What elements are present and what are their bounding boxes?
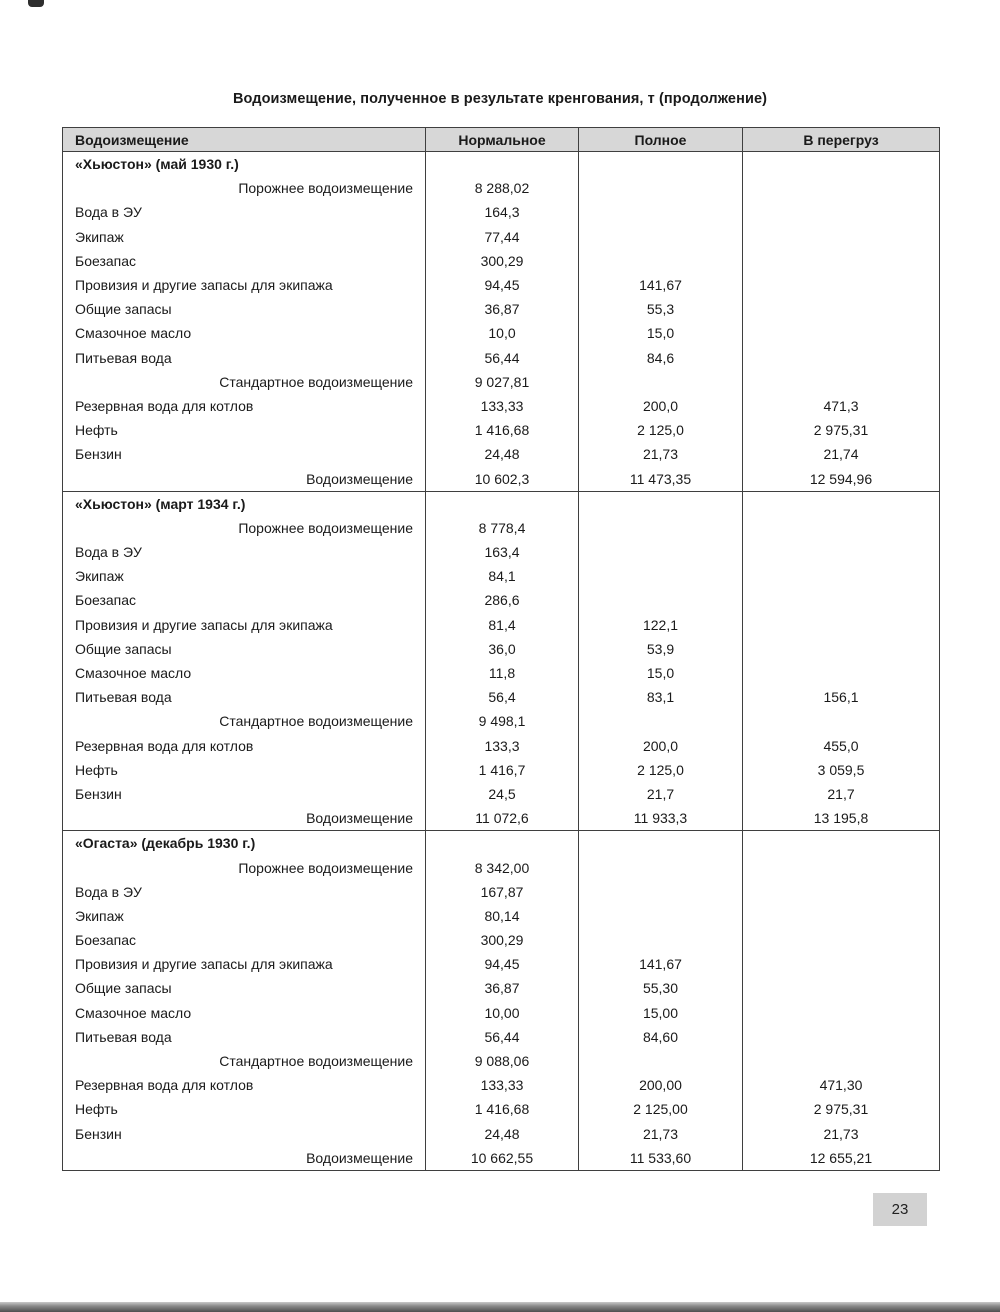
value-overload xyxy=(743,904,940,928)
row-label: Экипаж xyxy=(63,904,426,928)
table-body xyxy=(63,152,940,1171)
value-full: 11 473,35 xyxy=(579,466,743,491)
value-normal: 133,33 xyxy=(426,1073,579,1097)
value-full: 84,6 xyxy=(579,346,743,370)
value-full: 21,73 xyxy=(579,442,743,466)
table-row xyxy=(63,806,940,831)
table-row xyxy=(63,1049,940,1073)
value-normal: 9 088,06 xyxy=(426,1049,579,1073)
header-full: Полное xyxy=(579,128,743,152)
value-normal: 10 602,3 xyxy=(426,466,579,491)
table-row xyxy=(63,466,940,491)
table-row xyxy=(63,613,940,637)
value-overload xyxy=(743,249,940,273)
value-normal: 300,29 xyxy=(426,928,579,952)
table-row xyxy=(63,394,940,418)
value-overload xyxy=(743,588,940,612)
value-normal: 36,87 xyxy=(426,297,579,321)
section-title-row xyxy=(63,152,940,177)
row-label: Резервная вода для котлов xyxy=(63,734,426,758)
row-label: Питьевая вода xyxy=(63,346,426,370)
value-normal: 77,44 xyxy=(426,225,579,249)
table-row xyxy=(63,782,940,806)
value-full: 83,1 xyxy=(579,685,743,709)
value-full: 53,9 xyxy=(579,637,743,661)
value-normal: 80,14 xyxy=(426,904,579,928)
value-overload: 3 059,5 xyxy=(743,758,940,782)
value-overload xyxy=(743,225,940,249)
empty-cell xyxy=(743,831,940,856)
value-normal: 24,48 xyxy=(426,442,579,466)
row-label: Водоизмещение xyxy=(63,806,426,831)
value-overload xyxy=(743,321,940,345)
page-title: Водоизмещение, полученное в результате кренгования, т (продолжение) xyxy=(232,91,768,107)
row-label: Вода в ЭУ xyxy=(63,540,426,564)
value-full: 55,30 xyxy=(579,976,743,1000)
section-title: «Хьюстон» (май 1930 г.) xyxy=(63,152,426,177)
value-normal: 1 416,68 xyxy=(426,418,579,442)
table-row xyxy=(63,685,940,709)
value-overload xyxy=(743,176,940,200)
value-normal: 24,48 xyxy=(426,1122,579,1146)
value-normal: 94,45 xyxy=(426,273,579,297)
row-label: Нефть xyxy=(63,1097,426,1121)
value-full: 84,60 xyxy=(579,1025,743,1049)
value-normal: 10,0 xyxy=(426,321,579,345)
value-overload: 21,7 xyxy=(743,782,940,806)
page-number: 23 xyxy=(873,1193,927,1226)
empty-cell xyxy=(426,491,579,516)
scan-artifact xyxy=(28,0,44,7)
value-full xyxy=(579,928,743,952)
value-normal: 167,87 xyxy=(426,880,579,904)
row-label: Провизия и другие запасы для экипажа xyxy=(63,952,426,976)
value-overload: 21,74 xyxy=(743,442,940,466)
value-full: 200,0 xyxy=(579,734,743,758)
section-title-row xyxy=(63,831,940,856)
value-overload xyxy=(743,928,940,952)
value-full xyxy=(579,225,743,249)
table-row xyxy=(63,442,940,466)
row-label: Общие запасы xyxy=(63,976,426,1000)
table-row xyxy=(63,709,940,733)
value-full: 55,3 xyxy=(579,297,743,321)
value-normal: 24,5 xyxy=(426,782,579,806)
row-label: Порожнее водоизмещение xyxy=(63,176,426,200)
value-full: 2 125,00 xyxy=(579,1097,743,1121)
value-normal: 11,8 xyxy=(426,661,579,685)
value-full xyxy=(579,880,743,904)
value-normal: 1 416,7 xyxy=(426,758,579,782)
value-full xyxy=(579,855,743,879)
value-overload: 21,73 xyxy=(743,1122,940,1146)
table-row xyxy=(63,1001,940,1025)
row-label: Стандартное водоизмещение xyxy=(63,370,426,394)
value-overload: 2 975,31 xyxy=(743,418,940,442)
value-full: 141,67 xyxy=(579,952,743,976)
table-row xyxy=(63,540,940,564)
table-row xyxy=(63,1025,940,1049)
value-normal: 286,6 xyxy=(426,588,579,612)
value-overload xyxy=(743,1049,940,1073)
table-row xyxy=(63,418,940,442)
value-full xyxy=(579,564,743,588)
value-normal: 8 342,00 xyxy=(426,855,579,879)
value-full xyxy=(579,709,743,733)
value-full xyxy=(579,176,743,200)
header-displacement: Водоизмещение xyxy=(63,128,426,152)
value-normal: 8 288,02 xyxy=(426,176,579,200)
row-label: Вода в ЭУ xyxy=(63,880,426,904)
empty-cell xyxy=(579,831,743,856)
table-row xyxy=(63,928,940,952)
value-overload: 2 975,31 xyxy=(743,1097,940,1121)
value-normal: 56,44 xyxy=(426,346,579,370)
table-row xyxy=(63,976,940,1000)
header-overload: В перегруз xyxy=(743,128,940,152)
value-full: 15,00 xyxy=(579,1001,743,1025)
row-label: Провизия и другие запасы для экипажа xyxy=(63,613,426,637)
row-label: Бензин xyxy=(63,782,426,806)
table-row xyxy=(63,855,940,879)
row-label: Общие запасы xyxy=(63,637,426,661)
value-overload xyxy=(743,370,940,394)
value-overload: 471,3 xyxy=(743,394,940,418)
section-title: «Хьюстон» (март 1934 г.) xyxy=(63,491,426,516)
value-normal: 11 072,6 xyxy=(426,806,579,831)
empty-cell xyxy=(743,491,940,516)
table-row xyxy=(63,734,940,758)
value-overload xyxy=(743,637,940,661)
table-row xyxy=(63,1122,940,1146)
table-row xyxy=(63,637,940,661)
row-label: Экипаж xyxy=(63,225,426,249)
value-full: 2 125,0 xyxy=(579,758,743,782)
empty-cell xyxy=(579,152,743,177)
table-row xyxy=(63,516,940,540)
table-row xyxy=(63,346,940,370)
value-overload xyxy=(743,540,940,564)
empty-cell xyxy=(743,152,940,177)
row-label: Стандартное водоизмещение xyxy=(63,709,426,733)
row-label: Провизия и другие запасы для экипажа xyxy=(63,273,426,297)
row-label: Боезапас xyxy=(63,588,426,612)
row-label: Смазочное масло xyxy=(63,661,426,685)
value-normal: 133,33 xyxy=(426,394,579,418)
table-row xyxy=(63,249,940,273)
value-full xyxy=(579,516,743,540)
row-label: Нефть xyxy=(63,758,426,782)
value-normal: 84,1 xyxy=(426,564,579,588)
table-row xyxy=(63,588,940,612)
displacement-table xyxy=(62,127,940,1171)
value-overload: 156,1 xyxy=(743,685,940,709)
table-row xyxy=(63,1097,940,1121)
value-normal: 163,4 xyxy=(426,540,579,564)
empty-cell xyxy=(579,491,743,516)
row-label: Порожнее водоизмещение xyxy=(63,516,426,540)
value-normal: 36,87 xyxy=(426,976,579,1000)
table-row xyxy=(63,297,940,321)
value-full xyxy=(579,370,743,394)
value-overload xyxy=(743,1025,940,1049)
value-full: 21,73 xyxy=(579,1122,743,1146)
value-normal: 10,00 xyxy=(426,1001,579,1025)
value-overload: 12 655,21 xyxy=(743,1146,940,1171)
value-normal: 56,44 xyxy=(426,1025,579,1049)
value-overload xyxy=(743,613,940,637)
value-normal: 94,45 xyxy=(426,952,579,976)
table-row xyxy=(63,200,940,224)
row-label: Бензин xyxy=(63,442,426,466)
row-label: Смазочное масло xyxy=(63,1001,426,1025)
value-overload xyxy=(743,952,940,976)
value-full xyxy=(579,200,743,224)
row-label: Резервная вода для котлов xyxy=(63,394,426,418)
row-label: Нефть xyxy=(63,418,426,442)
value-overload xyxy=(743,273,940,297)
section-title-row xyxy=(63,491,940,516)
empty-cell xyxy=(426,152,579,177)
header-normal: Нормальное xyxy=(426,128,579,152)
row-label: Стандартное водоизмещение xyxy=(63,1049,426,1073)
table-row xyxy=(63,564,940,588)
table-row xyxy=(63,758,940,782)
table-header-row xyxy=(63,128,940,152)
value-overload: 471,30 xyxy=(743,1073,940,1097)
value-overload xyxy=(743,200,940,224)
value-full: 11 533,60 xyxy=(579,1146,743,1171)
value-full: 141,67 xyxy=(579,273,743,297)
value-full xyxy=(579,588,743,612)
value-overload xyxy=(743,564,940,588)
table-row xyxy=(63,904,940,928)
table-row xyxy=(63,661,940,685)
value-full: 2 125,0 xyxy=(579,418,743,442)
value-overload xyxy=(743,297,940,321)
table-row xyxy=(63,225,940,249)
value-normal: 133,3 xyxy=(426,734,579,758)
value-full xyxy=(579,249,743,273)
value-normal: 9 027,81 xyxy=(426,370,579,394)
row-label: Бензин xyxy=(63,1122,426,1146)
value-overload: 455,0 xyxy=(743,734,940,758)
value-overload xyxy=(743,346,940,370)
value-full: 21,7 xyxy=(579,782,743,806)
value-full xyxy=(579,540,743,564)
row-label: Питьевая вода xyxy=(63,685,426,709)
value-overload xyxy=(743,855,940,879)
table-row xyxy=(63,370,940,394)
value-overload: 12 594,96 xyxy=(743,466,940,491)
value-overload xyxy=(743,709,940,733)
table-row xyxy=(63,176,940,200)
row-label: Экипаж xyxy=(63,564,426,588)
value-overload xyxy=(743,976,940,1000)
displacement-table-container xyxy=(62,127,939,1171)
section-title: «Огаста» (декабрь 1930 г.) xyxy=(63,831,426,856)
row-label: Смазочное масло xyxy=(63,321,426,345)
value-full: 122,1 xyxy=(579,613,743,637)
row-label: Вода в ЭУ xyxy=(63,200,426,224)
value-overload xyxy=(743,880,940,904)
value-full xyxy=(579,1049,743,1073)
table-row xyxy=(63,1073,940,1097)
value-normal: 1 416,68 xyxy=(426,1097,579,1121)
row-label: Водоизмещение xyxy=(63,1146,426,1171)
value-normal: 8 778,4 xyxy=(426,516,579,540)
table-row xyxy=(63,880,940,904)
value-normal: 10 662,55 xyxy=(426,1146,579,1171)
row-label: Резервная вода для котлов xyxy=(63,1073,426,1097)
value-normal: 81,4 xyxy=(426,613,579,637)
value-normal: 56,4 xyxy=(426,685,579,709)
value-normal: 9 498,1 xyxy=(426,709,579,733)
value-full: 200,0 xyxy=(579,394,743,418)
table-row xyxy=(63,952,940,976)
row-label: Боезапас xyxy=(63,249,426,273)
value-overload xyxy=(743,516,940,540)
row-label: Боезапас xyxy=(63,928,426,952)
value-full xyxy=(579,904,743,928)
empty-cell xyxy=(426,831,579,856)
value-full: 15,0 xyxy=(579,661,743,685)
value-full: 15,0 xyxy=(579,321,743,345)
value-normal: 164,3 xyxy=(426,200,579,224)
value-full: 200,00 xyxy=(579,1073,743,1097)
table-row xyxy=(63,1146,940,1171)
value-normal: 300,29 xyxy=(426,249,579,273)
value-overload xyxy=(743,661,940,685)
value-full: 11 933,3 xyxy=(579,806,743,831)
table-row xyxy=(63,273,940,297)
value-overload xyxy=(743,1001,940,1025)
table-row xyxy=(63,321,940,345)
page-bottom-edge xyxy=(0,1302,1000,1312)
row-label: Общие запасы xyxy=(63,297,426,321)
row-label: Питьевая вода xyxy=(63,1025,426,1049)
row-label: Водоизмещение xyxy=(63,466,426,491)
row-label: Порожнее водоизмещение xyxy=(63,855,426,879)
value-normal: 36,0 xyxy=(426,637,579,661)
value-overload: 13 195,8 xyxy=(743,806,940,831)
